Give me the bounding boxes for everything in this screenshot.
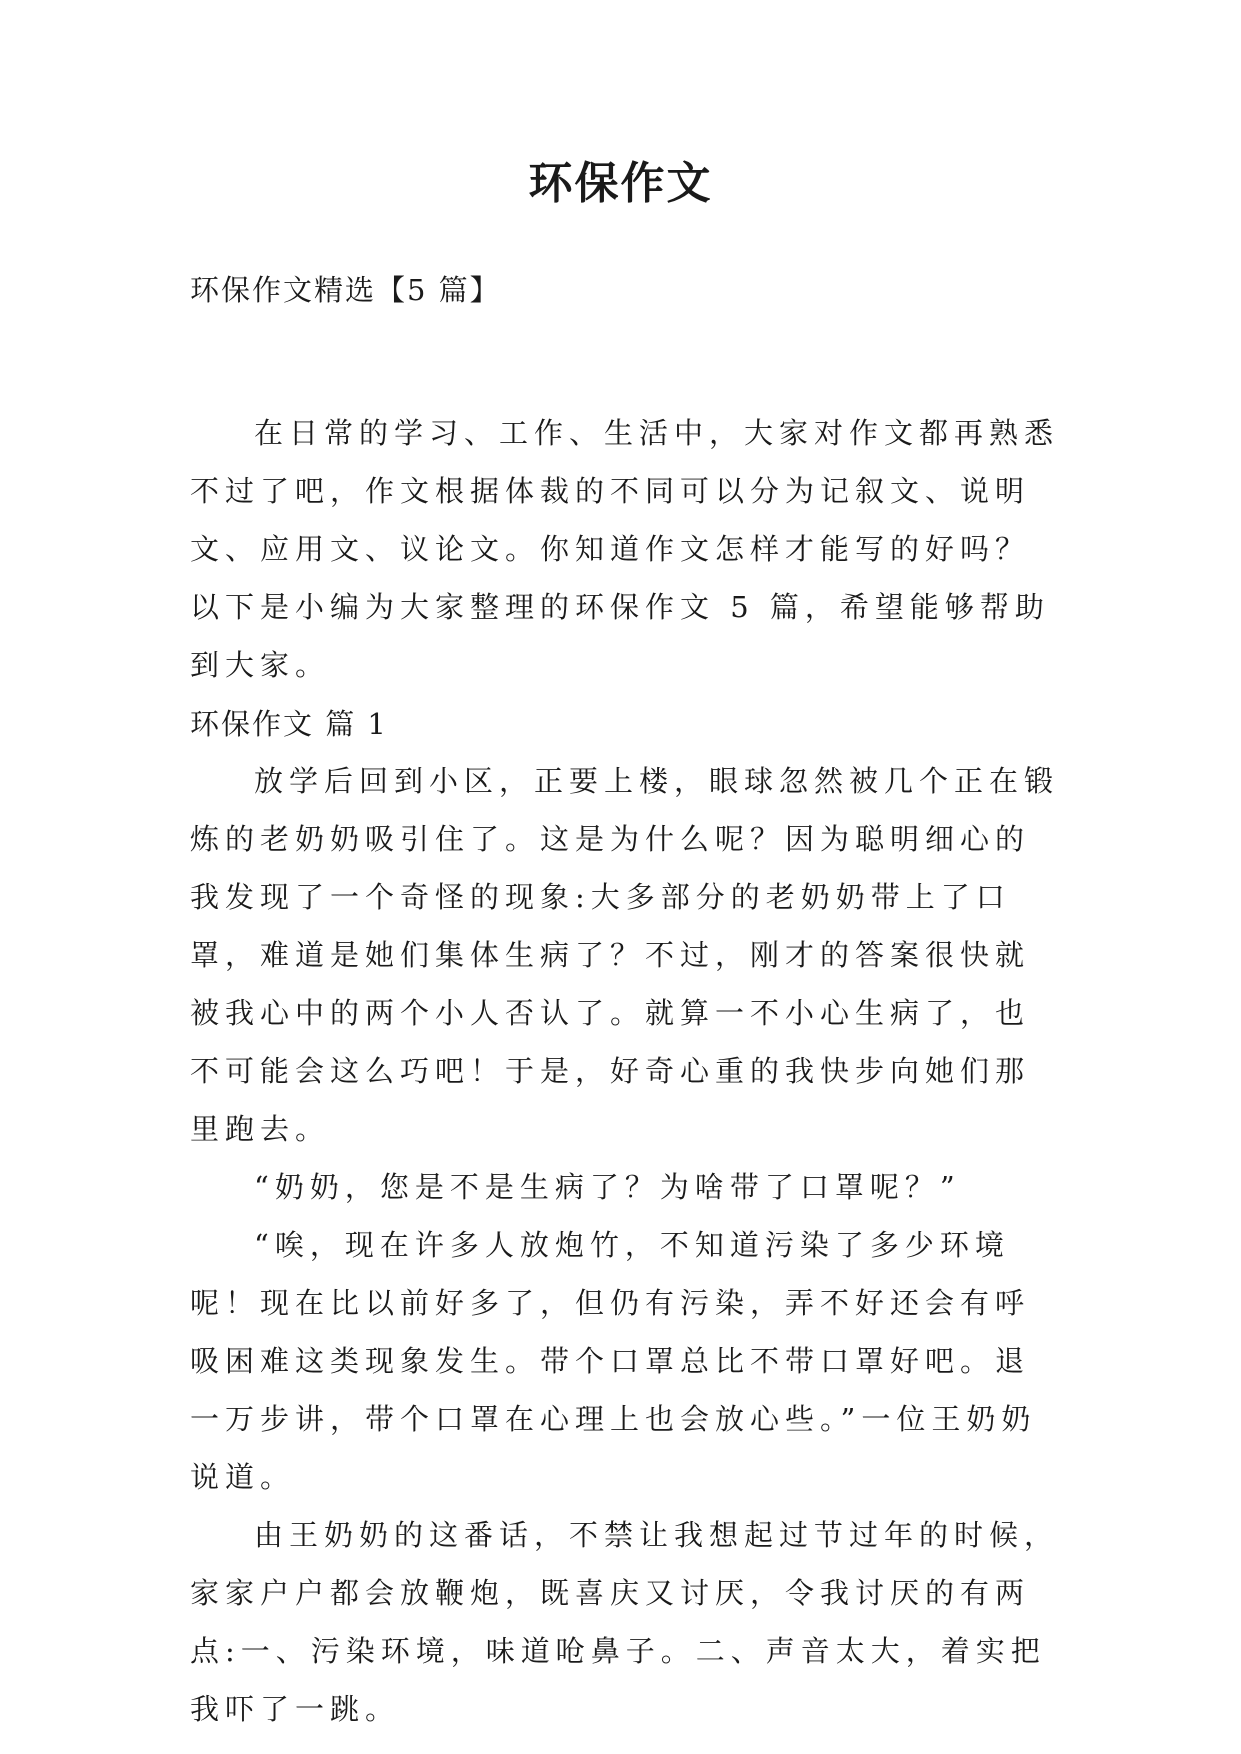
essay-paragraph: 放学后回到小区，正要上楼，眼球忽然被几个正在锻炼的老奶奶吸引住了。这是为什么呢？因为聪明细心的我发现了一个奇怪的现象:大多部分的老奶奶带上了口罩，难道是她们集体生病了？不过，刚才的答案很快就被我心中的两个小人否认了。就算一不小心生病了，也不可能会这么巧吧！于是，好奇心重的我快步向她们那里跑去。 — [190, 764, 1060, 1146]
document-title: 环保作文 — [528, 158, 713, 209]
intro-paragraph: 在日常的学习、工作、生活中，大家对作文都再熟悉不过了吧，作文根据体裁的不同可以分为记叙文、说明文、应用文、议论文。你知道作文怎样才能写的好吗？以下是小编为大家整理的环保作文 5 篇，希望能够帮助到大家。 — [190, 416, 1060, 682]
essay-paragraph: 由王奶奶的这番话，不禁让我想起过节过年的时候，家家户户都会放鞭炮，既喜庆又讨厌，令我讨厌的有两点:一、污染环境，味道呛鼻子。二、声音太大，着实把我吓了一跳。 — [190, 1518, 1060, 1726]
section-heading: 环保作文 篇 1 — [190, 707, 388, 741]
essay-body — [190, 752, 1060, 1738]
essay-paragraph: “唉，现在许多人放炮竹，不知道污染了多少环境呢！现在比以前好多了，但仍有污染，弄不好还会有呼吸困难这类现象发生。带个口罩总比不带口罩好吧。退一万步讲，带个口罩在心理上也会放心些。”一位王奶奶说道。 — [190, 1228, 1037, 1494]
document-subtitle: 环保作文精选【5 篇】 — [190, 273, 501, 307]
essay-paragraph: “奶奶，您是不是生病了？为啥带了口罩呢？” — [254, 1170, 961, 1204]
